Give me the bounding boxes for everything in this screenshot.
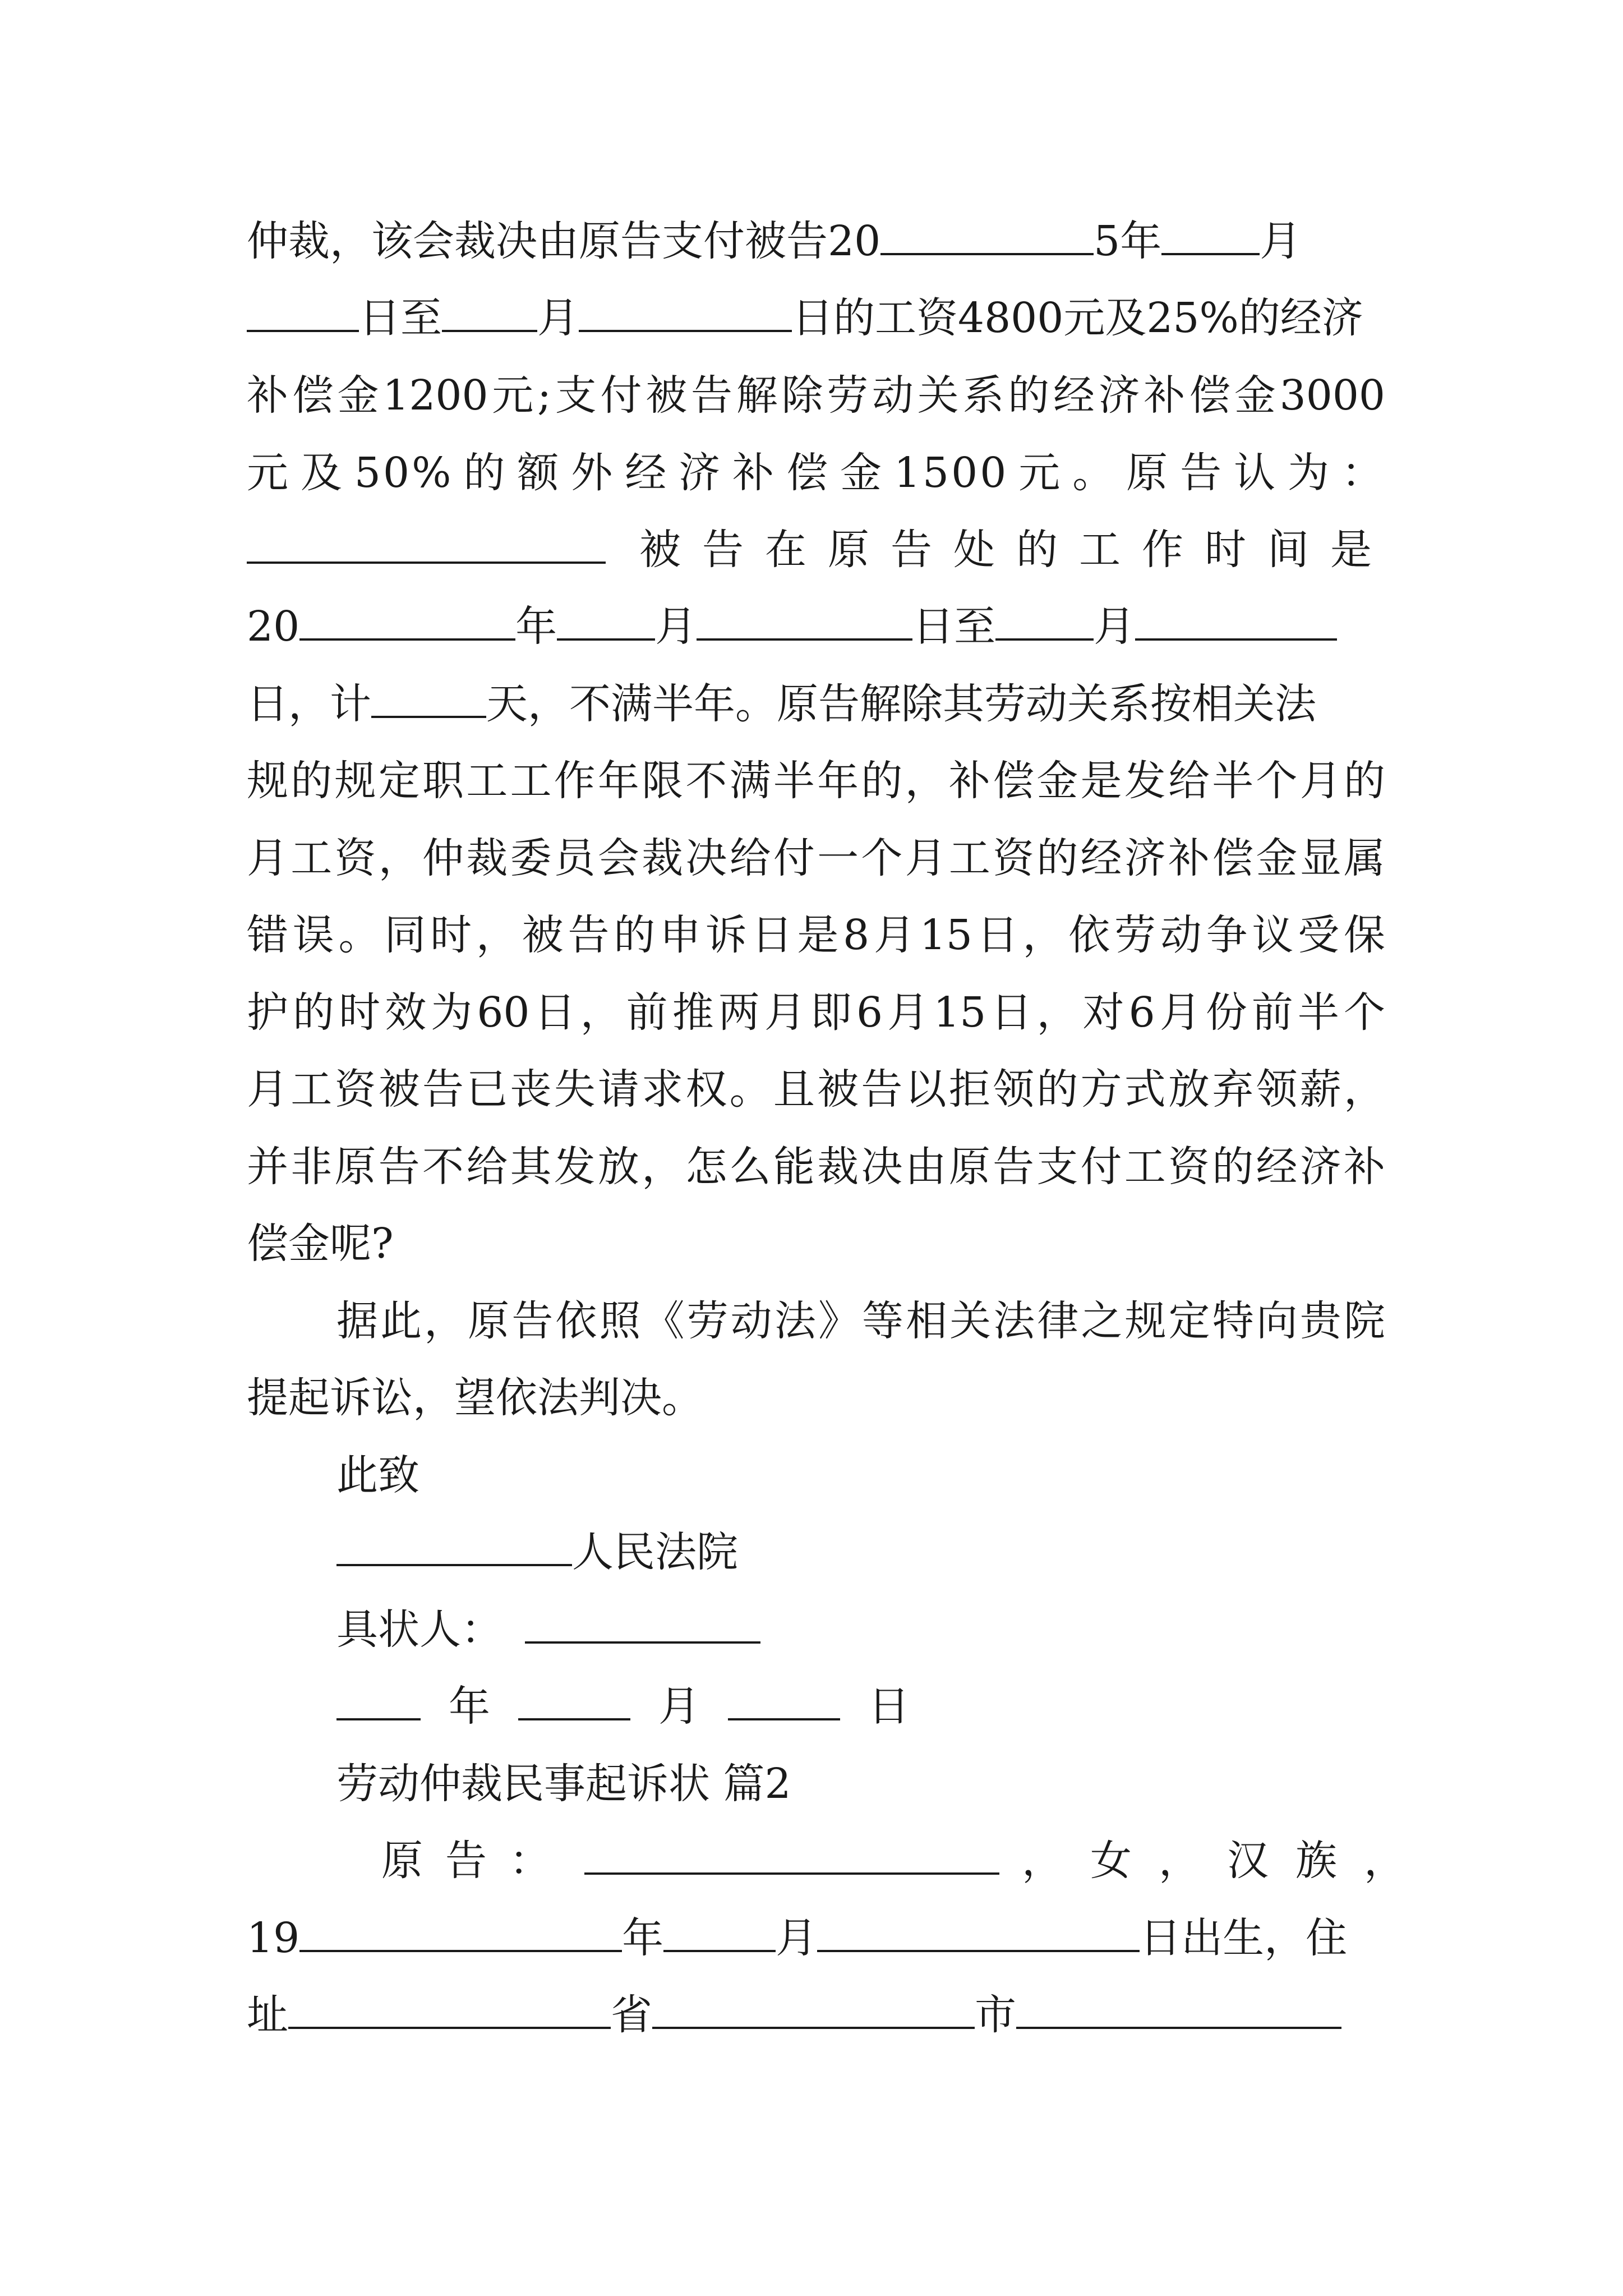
line-text: 日至 <box>912 602 996 651</box>
date-line <box>336 1676 1385 1737</box>
salutation: 此致 <box>336 1451 419 1499</box>
text-line-7 <box>247 673 1385 735</box>
line-text: ，女，汉族， <box>1022 1837 1432 1885</box>
line-text: 月 <box>1094 602 1136 651</box>
blank-underline <box>1135 604 1337 641</box>
text-line-8: 规的规定职工工作年限不满半年的，补偿金是发给半个月的 <box>247 757 1385 805</box>
text-line-9: 月工资，仲裁委员会裁决给付一个月工资的经济补偿金显属 <box>247 834 1385 882</box>
text-line-16: 提起诉讼，望依法判决。 <box>247 1374 703 1422</box>
blank-underline <box>557 604 655 641</box>
blank-underline <box>880 218 1094 255</box>
line-text: 20 <box>247 602 300 651</box>
blank-underline <box>579 295 792 332</box>
text-line-4: 元及50%的额外经济补偿金1500元。原告认为： <box>247 449 1385 497</box>
text-line-14: 偿金呢? <box>247 1220 394 1268</box>
line-text: 天，不满半年。原告解除其劳动关系按相关法 <box>486 680 1316 728</box>
line-text: 年 <box>515 602 557 651</box>
blank-underline <box>288 1992 611 2029</box>
blank-underline <box>247 295 359 332</box>
blank-underline <box>652 1992 975 2029</box>
blank-underline <box>336 1529 572 1566</box>
blank-underline <box>584 1838 999 1875</box>
blank-underline <box>371 681 486 718</box>
line-text: 月 <box>1260 217 1302 265</box>
line-text: 5年 <box>1094 217 1162 265</box>
blank-underline <box>697 604 912 641</box>
blank-underline <box>299 1915 622 1952</box>
line-text: 月 <box>537 294 579 342</box>
text-line-11: 护的时效为60日，前推两月即6月15日，对6月份前半个 <box>247 988 1385 1037</box>
text-line-6 <box>247 596 1385 657</box>
blank-underline <box>995 604 1094 641</box>
line-text: 日，计 <box>247 680 371 728</box>
text-line-2 <box>247 287 1385 349</box>
address-line <box>247 1984 1385 2046</box>
line-text: 日至 <box>359 294 442 342</box>
line-text: 月 <box>658 1682 700 1731</box>
line-text: 具状人： <box>336 1605 502 1654</box>
blank-underline <box>299 604 515 641</box>
section-heading: 劳动仲裁民事起诉状 篇2 <box>336 1760 791 1808</box>
blank-underline <box>525 1607 760 1644</box>
blank-underline <box>663 1915 776 1952</box>
line-text: 被告在原告处的工作时间是 <box>639 526 1393 574</box>
line-text: 原告： <box>381 1837 573 1885</box>
line-text: 19 <box>247 1914 300 1962</box>
blank-underline <box>336 1683 421 1720</box>
line-text: 年 <box>449 1682 490 1731</box>
line-text: 省 <box>611 1991 652 2039</box>
plaintiff-line <box>381 1830 1432 1892</box>
text-line-12: 月工资被告已丧失请求权。且被告以拒领的方式放弃领薪， <box>247 1065 1385 1114</box>
line-text: 址 <box>247 1991 288 2039</box>
blank-underline <box>817 1915 1140 1952</box>
blank-underline <box>728 1683 840 1720</box>
blank-underline <box>518 1683 630 1720</box>
blank-underline <box>247 527 606 564</box>
blank-underline <box>1016 1992 1341 2029</box>
line-text: 日 <box>868 1682 910 1731</box>
line-text: 市 <box>975 1991 1016 2039</box>
text-line-3: 补偿金1200元;支付被告解除劳动关系的经济补偿金3000 <box>247 371 1385 420</box>
line-text: 日的工资4800元及25%的经济 <box>792 294 1363 342</box>
line-text: 月 <box>655 602 697 651</box>
court-line <box>336 1521 1385 1583</box>
text-line-1 <box>247 210 1385 272</box>
line-text: 人民法院 <box>572 1528 738 1576</box>
text-line-15: 据此，原告依照《劳动法》等相关法律之规定特向贵院 <box>336 1297 1385 1345</box>
birth-line <box>247 1907 1385 1969</box>
text-line-5 <box>247 519 1393 581</box>
line-text: 日出生，住 <box>1140 1914 1348 1962</box>
text-line-10: 错误。同时，被告的申诉日是8月15日，依劳动争议受保 <box>247 911 1385 959</box>
line-text: 年 <box>622 1914 664 1962</box>
text-line-13: 并非原告不给其发放，怎么能裁决由原告支付工资的经济补 <box>247 1143 1385 1191</box>
line-text: 仲裁，该会裁决由原告支付被告20 <box>247 217 881 265</box>
blank-underline <box>1161 218 1260 255</box>
blank-underline <box>442 295 537 332</box>
signer-line <box>336 1599 1385 1660</box>
line-text: 月 <box>776 1914 818 1962</box>
